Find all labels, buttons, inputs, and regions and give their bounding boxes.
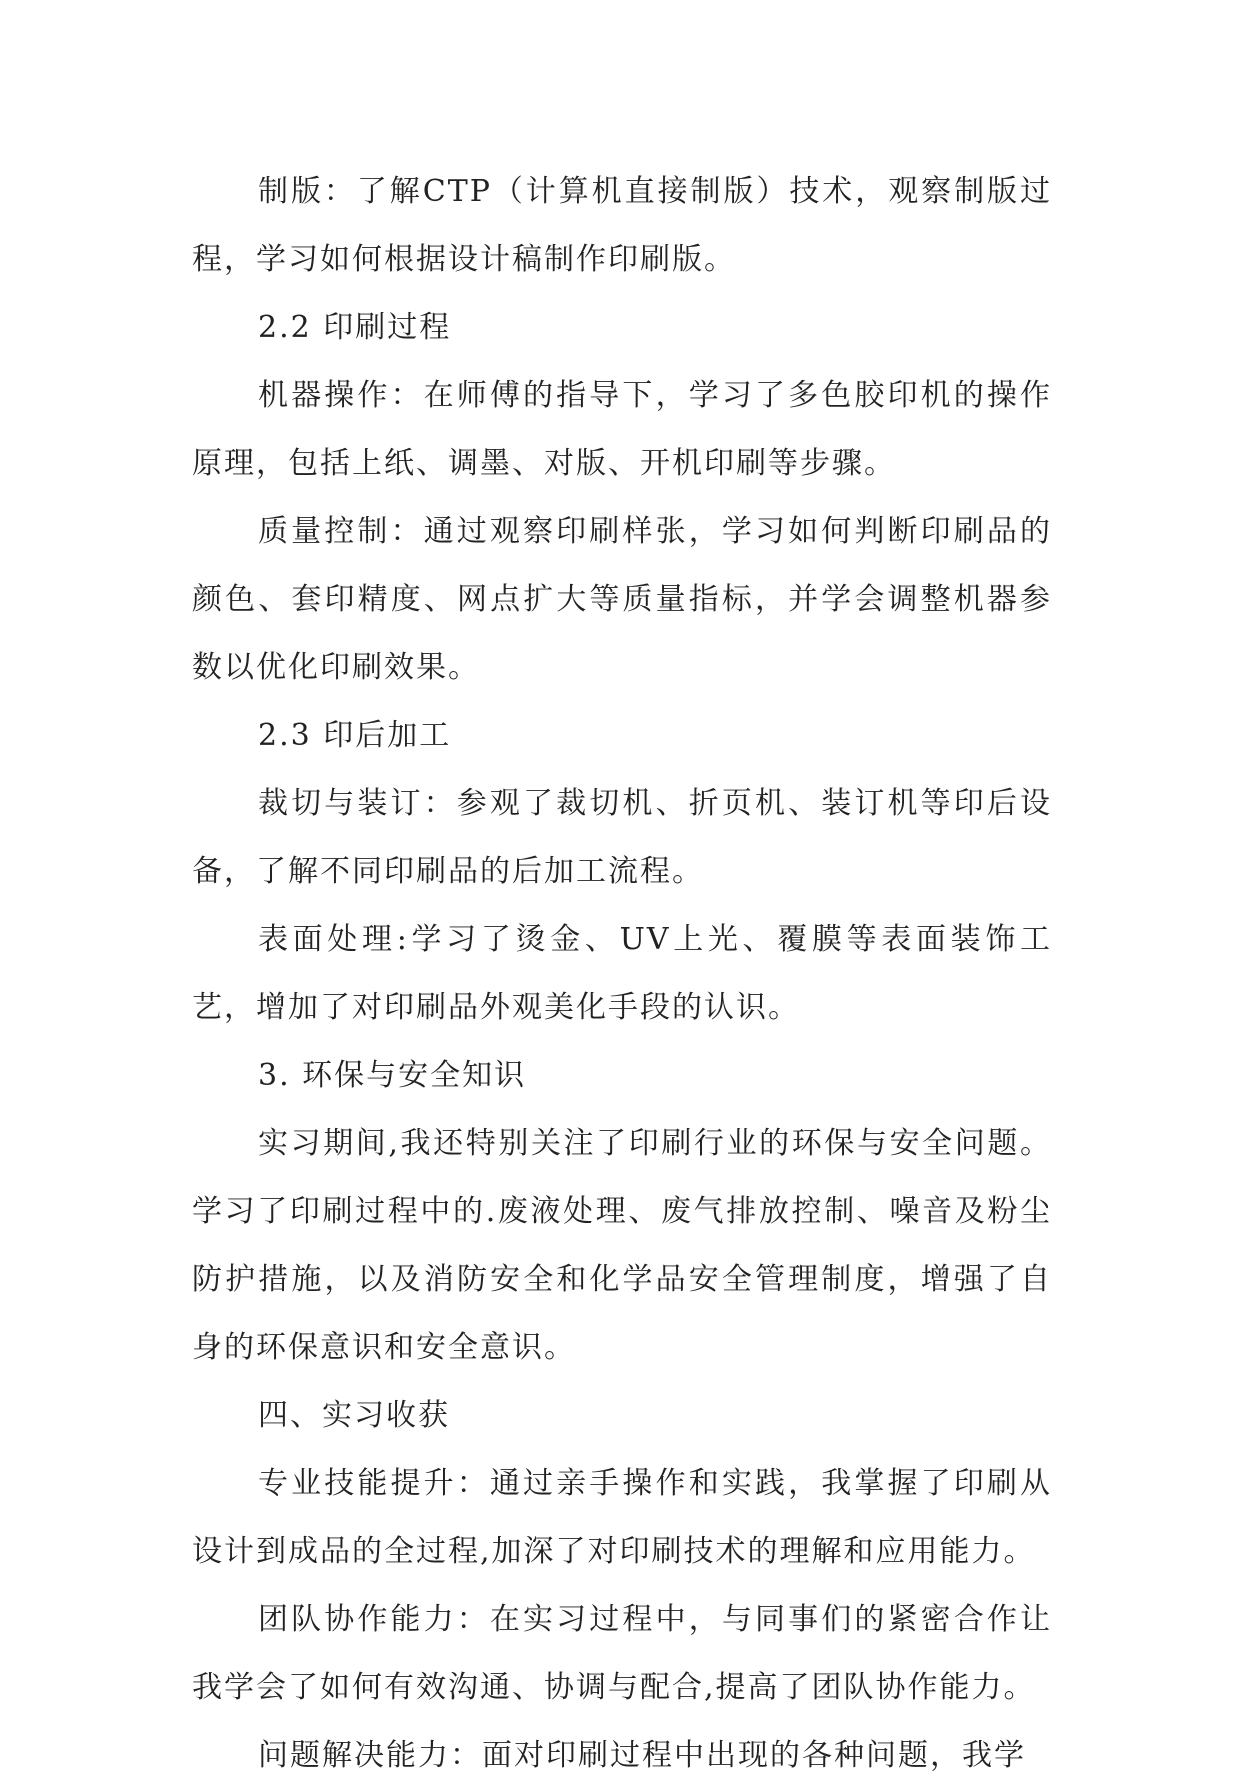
paragraph-problem-solving: 问题解决能力：面对印刷过程中出现的各种问题，我学 xyxy=(258,1738,1026,1773)
section-heading-environment-safety: 3. 环保与安全知识 xyxy=(258,1058,527,1093)
document-body xyxy=(192,158,1052,1790)
paragraph-professional-skills: 专业技能提升：通过亲手操作和实践，我掌握了印刷从设计到成品的全过程,加深了对印刷技术的理解和应用能力。 xyxy=(192,1466,1052,1569)
paragraph-teamwork: 团队协作能力：在实习过程中，与同事们的紧密合作让我学会了如何有效沟通、协调与配合,提高了团队协作能力。 xyxy=(192,1602,1052,1705)
paragraph-quality-control: 质量控制：通过观察印刷样张，学习如何判断印刷品的颜色、套印精度、网点扩大等质量指标，并学会调整机器参数以优化印刷效果。 xyxy=(192,514,1052,685)
section-heading-post-press: 2.3 印后加工 xyxy=(258,718,452,753)
paragraph-surface-treatment: 表面处理:学习了烫金、UV上光、覆膜等表面装饰工艺，增加了对印刷品外观美化手段的认识。 xyxy=(192,922,1052,1025)
paragraph-cutting-binding: 裁切与装订：参观了裁切机、折页机、装订机等印后设备，了解不同印刷品的后加工流程。 xyxy=(192,786,1052,889)
section-heading-internship-gains: 四、实习收获 xyxy=(258,1398,450,1433)
paragraph-machine-operation: 机器操作：在师傅的指导下，学习了多色胶印机的操作原理，包括上纸、调墨、对版、开机印刷等步骤。 xyxy=(192,378,1052,481)
paragraph-plate-making: 制版：了解CTP（计算机直接制版）技术，观察制版过程，学习如何根据设计稿制作印刷版。 xyxy=(192,174,1052,277)
paragraph-environment-safety: 实习期间,我还特别关注了印刷行业的环保与安全问题。学习了印刷过程中的.废液处理、废气排放控制、噪音及粉尘防护措施，以及消防安全和化学品安全管理制度，增强了自身的环保意识和安全意识。 xyxy=(192,1126,1052,1365)
section-heading-printing-process: 2.2 印刷过程 xyxy=(258,310,452,345)
